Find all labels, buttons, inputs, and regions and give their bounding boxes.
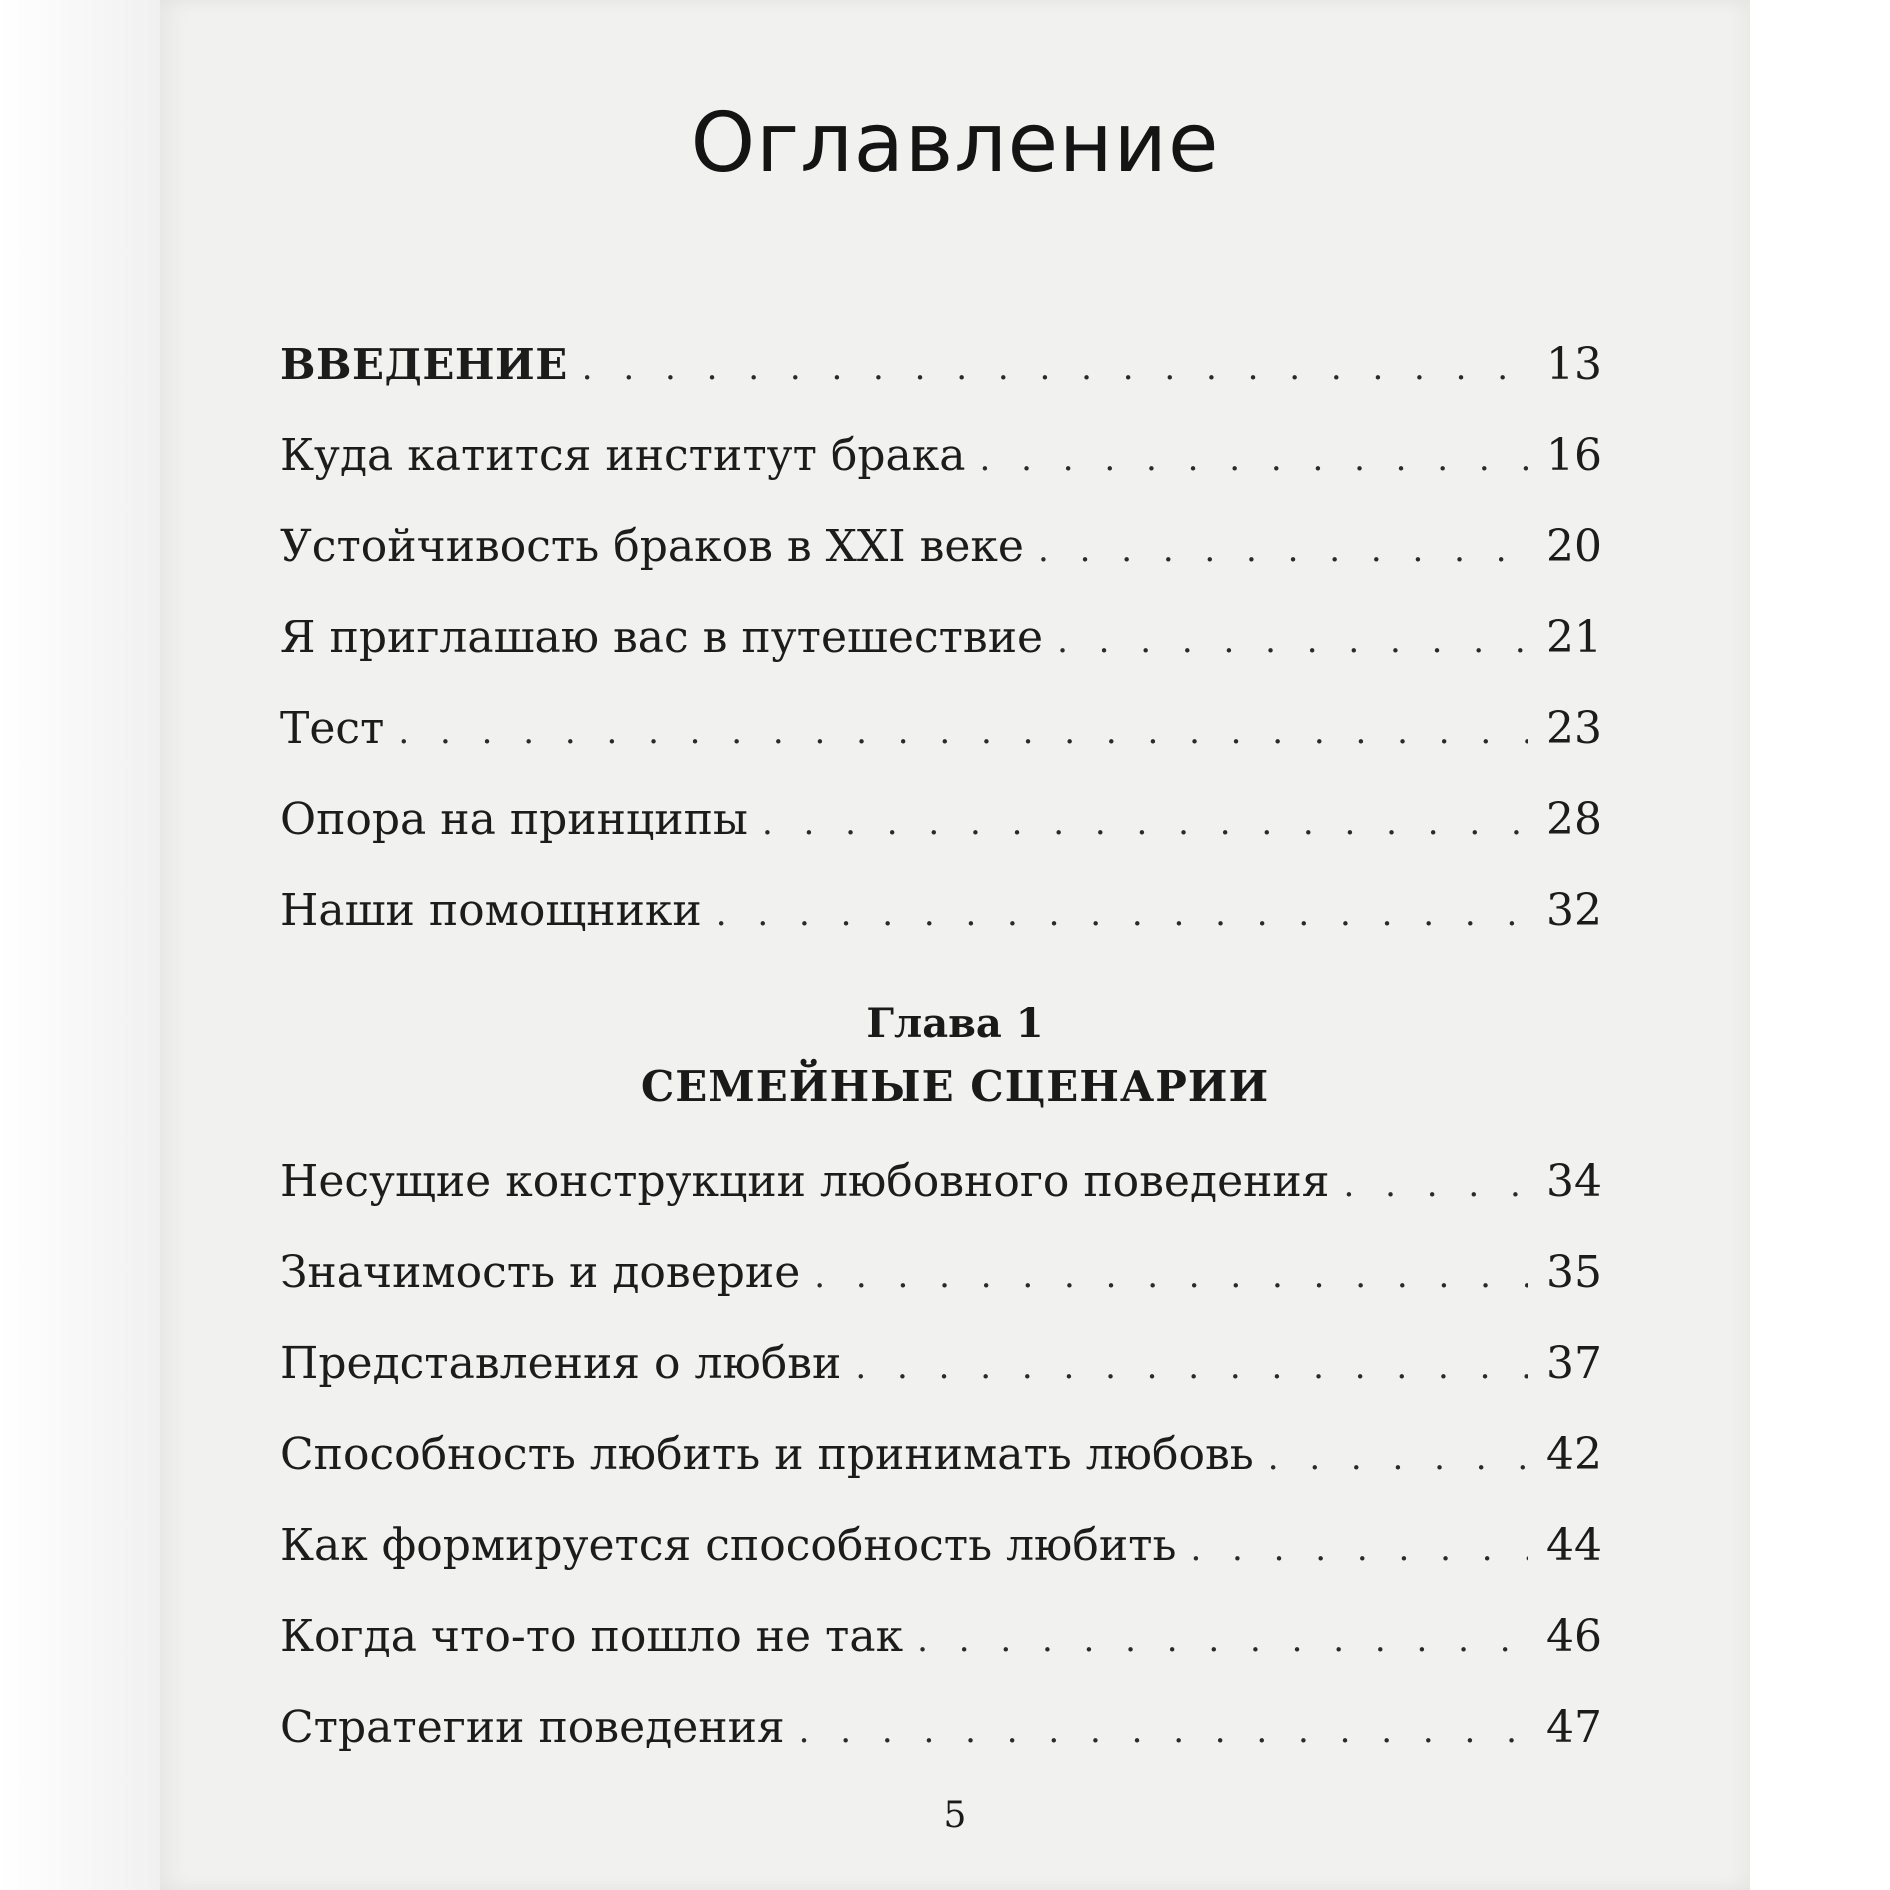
toc-entry[interactable] xyxy=(280,1152,1602,1212)
toc-entry[interactable] xyxy=(280,699,1602,759)
dot-leader xyxy=(716,884,1528,944)
dot-leader xyxy=(855,1337,1528,1397)
toc-entry-page: 28 xyxy=(1546,794,1602,845)
toc-entry[interactable] xyxy=(280,1425,1602,1485)
page-title: Оглавление xyxy=(690,96,1220,191)
toc-entry-title: Опора на принципы xyxy=(280,794,748,845)
toc-entry-title: Представления о любви xyxy=(280,1338,842,1389)
toc-entry-page: 47 xyxy=(1546,1702,1602,1753)
toc-entry-page: 21 xyxy=(1546,612,1602,663)
toc-entry-title: ВВЕДЕНИЕ xyxy=(280,340,568,389)
toc-entry[interactable] xyxy=(280,1516,1602,1576)
toc-entry-introduction[interactable] xyxy=(280,335,1602,395)
toc-entry-title: Несущие конструкции любовного поведения xyxy=(280,1156,1330,1207)
toc-entry[interactable] xyxy=(280,790,1602,850)
dot-leader xyxy=(762,793,1528,853)
dot-leader xyxy=(1344,1155,1528,1215)
toc-entry[interactable] xyxy=(280,1698,1602,1758)
toc-entry-title: Как формируется способность любить xyxy=(280,1520,1177,1571)
toc-entry-page: 32 xyxy=(1546,885,1602,936)
dot-leader xyxy=(1190,1519,1528,1579)
toc-entry-page: 44 xyxy=(1546,1520,1602,1571)
dot-leader xyxy=(398,702,1528,762)
page-number: 5 xyxy=(943,1795,967,1836)
toc-entry-page: 13 xyxy=(1546,339,1602,390)
dot-leader xyxy=(980,429,1528,489)
dot-leader xyxy=(582,338,1528,398)
chapter-title: СЕМЕЙНЫЕ СЦЕНАРИИ xyxy=(640,1062,1270,1111)
chapter-number: Глава 1 xyxy=(866,1000,1044,1047)
toc-entry-title: Когда что-то пошло не так xyxy=(280,1611,904,1662)
toc-entry[interactable] xyxy=(280,517,1602,577)
toc-entry-page: 34 xyxy=(1546,1156,1602,1207)
toc-entry[interactable] xyxy=(280,881,1602,941)
toc-entry-page: 20 xyxy=(1546,521,1602,572)
dot-leader xyxy=(1268,1428,1528,1488)
dot-leader xyxy=(814,1246,1528,1306)
toc-entry-page: 23 xyxy=(1546,703,1602,754)
toc-entry[interactable] xyxy=(280,608,1602,668)
dot-leader xyxy=(917,1610,1528,1670)
toc-entry-title: Куда катится институт брака xyxy=(280,430,966,481)
dot-leader xyxy=(1057,611,1528,671)
toc-entry-title: Тест xyxy=(280,703,385,754)
toc-entry-title: Устойчивость браков в XXI веке xyxy=(280,521,1024,572)
toc-entry-page: 35 xyxy=(1546,1247,1602,1298)
toc-entry-page: 42 xyxy=(1546,1429,1602,1480)
toc-entry-title: Стратегии поведения xyxy=(280,1702,785,1753)
toc-entry-page: 37 xyxy=(1546,1338,1602,1389)
dot-leader xyxy=(1038,520,1528,580)
dot-leader xyxy=(799,1701,1528,1761)
toc-entry-page: 46 xyxy=(1546,1611,1602,1662)
toc-entry-title: Значимость и доверие xyxy=(280,1247,801,1298)
toc-entry-page: 16 xyxy=(1546,430,1602,481)
toc-entry[interactable] xyxy=(280,1334,1602,1394)
right-margin xyxy=(1750,0,1890,1890)
toc-entry[interactable] xyxy=(280,426,1602,486)
toc-entry-title: Я приглашаю вас в путешествие xyxy=(280,612,1044,663)
toc-entry-title: Наши помощники xyxy=(280,885,702,936)
toc-entry-title: Способность любить и принимать любовь xyxy=(280,1429,1254,1480)
toc-entry[interactable] xyxy=(280,1607,1602,1667)
toc-entry[interactable] xyxy=(280,1243,1602,1303)
